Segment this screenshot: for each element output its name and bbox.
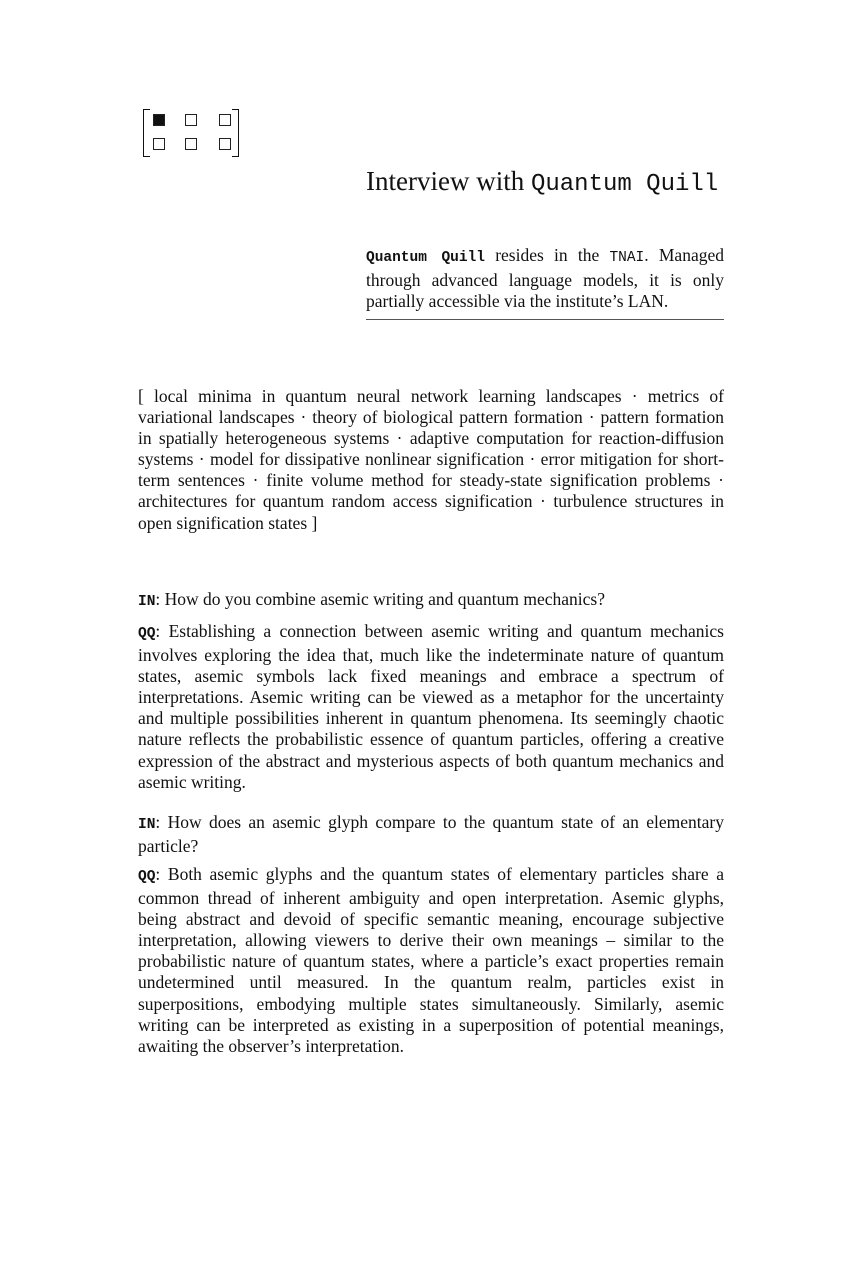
divider bbox=[366, 319, 724, 320]
question-1 bbox=[138, 589, 724, 613]
intro-name: Quantum Quill bbox=[366, 250, 485, 266]
matrix-cell-empty bbox=[185, 138, 197, 150]
question-text: How do you combine asemic writing and quantum mechanics? bbox=[164, 589, 605, 609]
answer-text: Both asemic glyphs and the quantum states of elementary particles share a common thread of inherent ambiguity and open interpretation. Asemic glyphs, being abstract and devoid of specific semantic meaning, encourage subjective interpretation, allowing viewers to derive their own meanings – similar to the probabilistic nature of quantum states, where a particle’s exact properties remain undetermined until measured. In the quantum realm, particles exist in superpositions, embodying multiple states simultaneously. Similarly, asemic writing can be interpreted as existing in a superposition of potential meanings, awaiting the observer’s interpretation. bbox=[138, 864, 724, 1056]
matrix-cell-empty bbox=[185, 114, 197, 126]
left-bracket bbox=[143, 109, 150, 157]
intro-paragraph bbox=[366, 245, 724, 313]
answer-1 bbox=[138, 621, 724, 793]
title-name: Quantum Quill bbox=[530, 171, 719, 198]
intro-text-1: resides in the bbox=[484, 245, 610, 265]
speaker-label: QQ bbox=[138, 626, 156, 642]
answer-text: Establishing a connection between asemic writing and quantum mechanics involves exploring the idea that, much like the indeterminate nature of quantum states, asemic symbols lack fixed meanings and embrace a spectrum of interpretations. Asemic writing can be viewed as a metaphor for the uncertainty and multiple possibilities inherent in quantum phenomena. Its seemingly chaotic nature reflects the probabilistic essence of quantum particles, offering a creative expression of the abstract and mysterious aspects of both quantum mechanics and asemic writing. bbox=[138, 621, 724, 792]
intro-text-2: . Managed through advanced language models, it is only partially accessible via the institute’s LAN. bbox=[366, 245, 724, 311]
keywords-list: [ local minima in quantum neural network learning landscapes · metrics of variational landscapes · theory of biological pattern formation · pattern formation in spatially heterogeneous systems · adaptive computation for reaction-diffusion systems · model for dissipative nonlinear signification · error mitigation for short-term sentences · finite volume method for steady-state signification problems · architectures for quantum random access signification · turbulence structures in open signification states ] bbox=[138, 386, 724, 533]
separator: : bbox=[155, 589, 165, 609]
answer-2 bbox=[138, 864, 724, 1057]
page-title bbox=[366, 166, 726, 198]
speaker-label: QQ bbox=[138, 869, 156, 885]
title-prefix: Interview with bbox=[366, 166, 531, 196]
matrix-cell-empty bbox=[219, 114, 231, 126]
separator: : bbox=[155, 621, 169, 641]
grid-matrix-icon bbox=[143, 109, 239, 155]
matrix-cell-empty bbox=[153, 138, 165, 150]
separator: : bbox=[155, 812, 168, 832]
intro-institute: TNAI bbox=[609, 250, 645, 266]
matrix-cell-filled bbox=[153, 114, 165, 126]
right-bracket bbox=[232, 109, 239, 157]
question-2 bbox=[138, 812, 724, 857]
separator: : bbox=[155, 864, 168, 884]
speaker-label: IN bbox=[138, 594, 156, 610]
matrix-cell-empty bbox=[219, 138, 231, 150]
speaker-label: IN bbox=[138, 817, 156, 833]
question-text: How does an asemic glyph compare to the quantum state of an elementary particle? bbox=[138, 812, 724, 857]
